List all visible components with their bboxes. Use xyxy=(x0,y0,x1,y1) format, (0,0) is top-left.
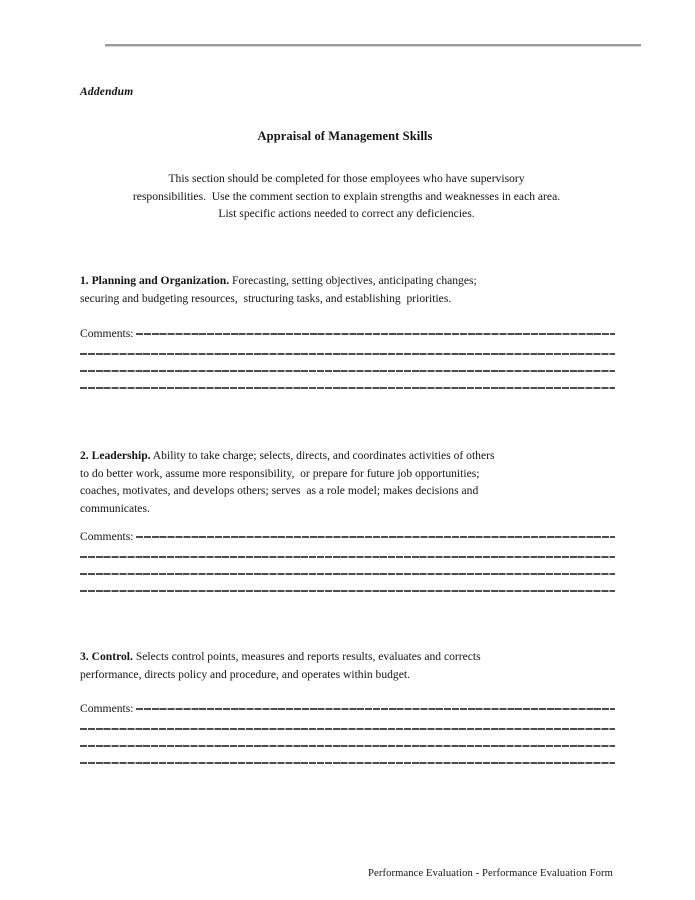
comments-label-3: Comments: xyxy=(80,702,137,715)
intro-line-3: List specific actions needed to correct any deficiencies. xyxy=(218,207,475,220)
comments-row-2[interactable] xyxy=(80,718,615,735)
comments-row-4[interactable] xyxy=(80,377,615,394)
comments-write-line-4[interactable] xyxy=(80,380,615,391)
comments-write-line-4[interactable] xyxy=(80,755,615,766)
page-title: Appraisal of Management Skills xyxy=(257,129,433,143)
section-3-control xyxy=(80,648,615,683)
comments-write-line-3[interactable] xyxy=(80,566,615,577)
section-2-heading: 2. Leadership. xyxy=(80,449,151,462)
section-2-line-4: communicates. xyxy=(80,501,150,515)
section-1-line-1 xyxy=(80,272,615,290)
comments-row-2[interactable] xyxy=(80,546,615,563)
section-1-heading: 1. Planning and Organization. xyxy=(80,274,230,287)
section-2-line-2: to do better work, assume more responsibility, or prepare for future job opportunities; xyxy=(80,466,480,480)
section-3-body-part-1: Selects control points, measures and reports results, evaluates and corrects xyxy=(132,650,481,663)
comments-block-section-1 xyxy=(80,326,615,394)
comments-row-3[interactable] xyxy=(80,360,615,377)
section-3-line-2: performance, directs policy and procedure, and operates within budget. xyxy=(80,667,410,681)
comments-row-4[interactable] xyxy=(80,580,615,597)
section-2-line-3: coaches, motivates, and develops others; serves as a role model; makes decisions and xyxy=(80,484,479,497)
intro-line-2: responsibilities. Use the comment section to explain strengths and weaknesses in each area. xyxy=(132,189,561,203)
section-2-body-part-1: Ability to take charge; selects, directs, and coordinates activities of others xyxy=(150,449,495,462)
comments-row-1 xyxy=(80,701,615,718)
section-2-line-1 xyxy=(80,447,615,465)
intro-paragraph xyxy=(80,170,613,223)
comments-row-3[interactable] xyxy=(80,735,615,752)
comments-write-line-2[interactable] xyxy=(80,346,615,357)
comments-row-1 xyxy=(80,529,615,546)
intro-line-1: This section should be completed for those employees who have supervisory xyxy=(168,172,525,185)
comments-label-1: Comments: xyxy=(80,327,137,340)
comments-write-line-2[interactable] xyxy=(80,721,615,732)
comments-write-line-1[interactable] xyxy=(136,701,615,712)
addendum-label: Addendum xyxy=(80,86,134,98)
section-1-line-2: securing and budgeting resources, structuring tasks, and establishing priorities. xyxy=(80,291,452,305)
comments-block-section-2 xyxy=(80,529,615,597)
section-1-planning-and-organization xyxy=(80,272,615,307)
comments-write-line-2[interactable] xyxy=(80,549,615,560)
comments-label-2: Comments: xyxy=(80,530,137,543)
comments-row-4[interactable] xyxy=(80,752,615,769)
comments-write-line-1[interactable] xyxy=(136,529,615,540)
comments-row-2[interactable] xyxy=(80,343,615,360)
page-footer: Performance Evaluation - Performance Evaluation Form xyxy=(368,868,613,879)
comments-row-3[interactable] xyxy=(80,563,615,580)
comments-block-section-3 xyxy=(80,701,615,769)
section-2-leadership xyxy=(80,447,615,517)
comments-write-line-3[interactable] xyxy=(80,363,615,374)
comments-write-line-3[interactable] xyxy=(80,738,615,749)
header-divider-rule xyxy=(105,44,641,46)
section-1-body-part-1: Forecasting, setting objectives, anticipating changes; xyxy=(229,274,477,287)
section-3-heading: 3. Control. xyxy=(80,650,133,663)
comments-write-line-1[interactable] xyxy=(136,326,615,337)
comments-write-line-4[interactable] xyxy=(80,583,615,594)
section-3-line-1 xyxy=(80,648,615,666)
comments-row-1 xyxy=(80,326,615,343)
